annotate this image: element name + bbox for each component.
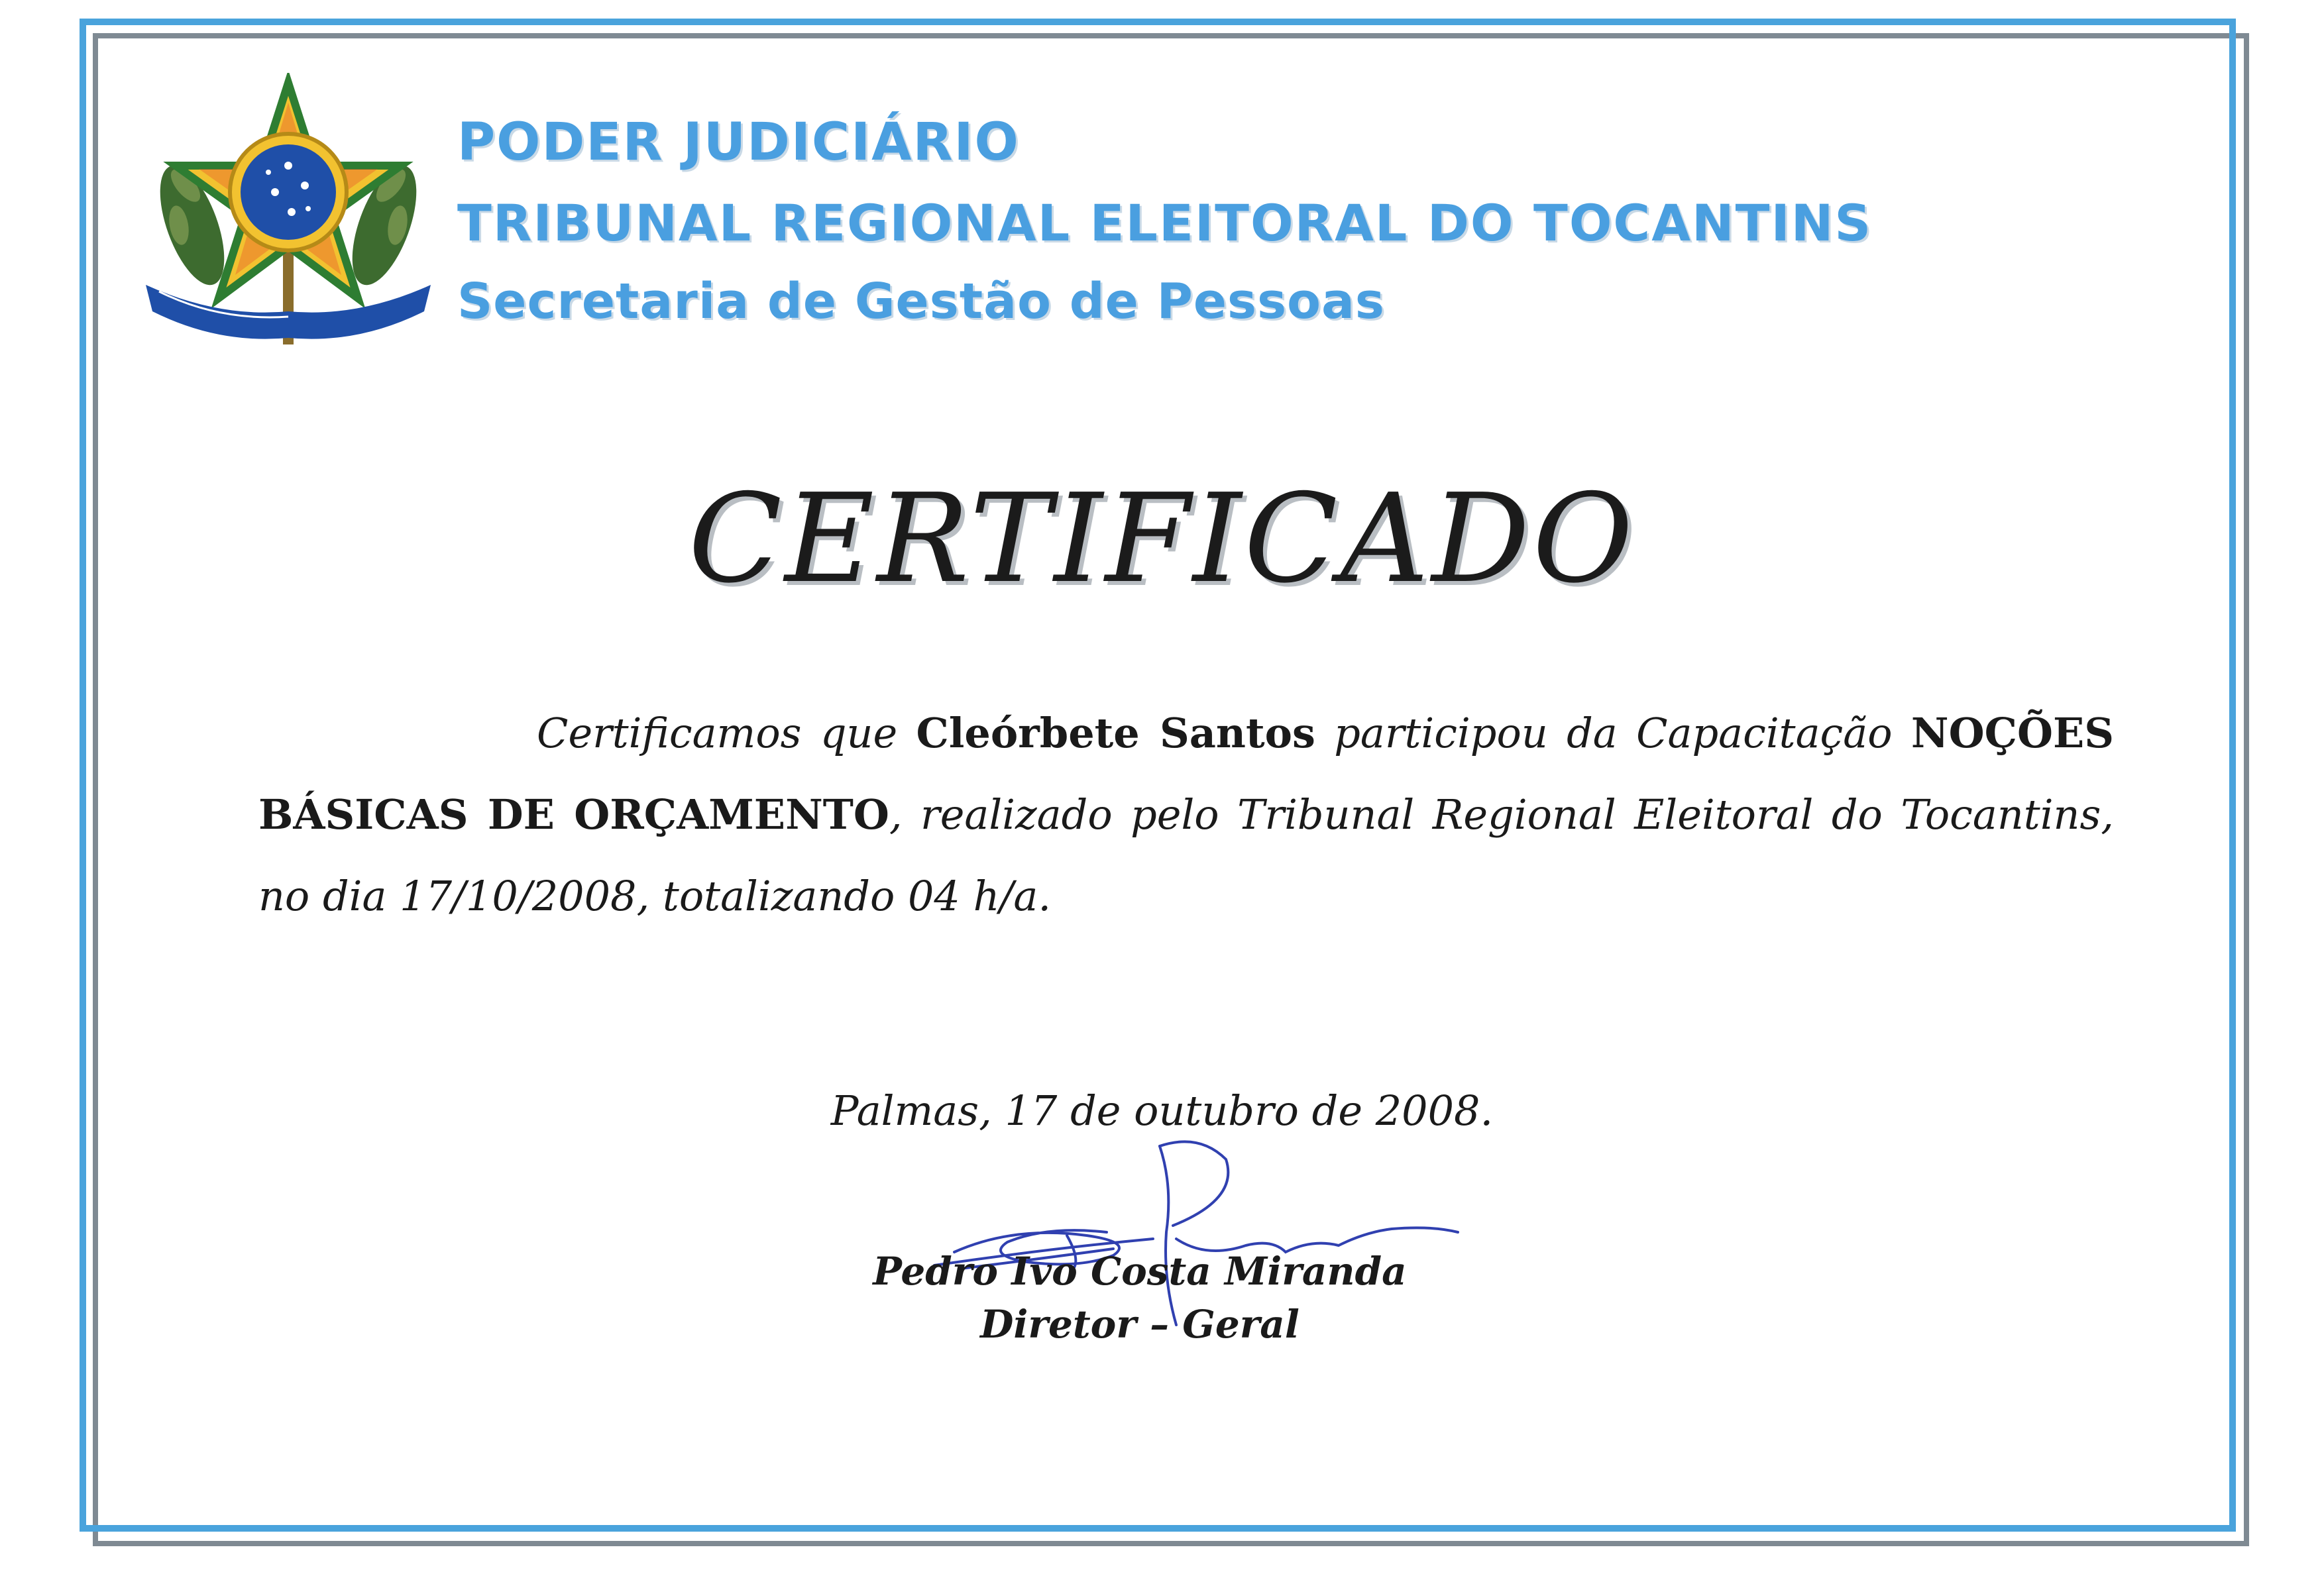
- place-and-date: Palmas, 17 de outubro de 2008.: [830, 1086, 1494, 1135]
- header-line-3: Secretaria de Gestão de Pessoas: [457, 273, 1385, 330]
- header-line-1: PODER JUDICIÁRIO: [457, 113, 1020, 172]
- body-text-part-1: Certificamos que: [537, 709, 916, 757]
- signer-role: Diretor – Geral: [980, 1302, 1300, 1347]
- certificate-body: [258, 692, 2114, 937]
- body-text-part-3: , realizado pelo Tribunal Regional Eleitoral do Tocantins, no dia 17/10/2008, totalizando 04 h/a.: [258, 790, 2114, 920]
- signer-name: Pedro Ivo Costa Miranda: [873, 1249, 1407, 1294]
- participant-name: Cleórbete Santos: [916, 709, 1315, 757]
- body-text-part-2: participou da Capacitação: [1315, 709, 1911, 757]
- brazil-coat-of-arms-icon: [139, 73, 437, 358]
- course-name: NOÇÕES BÁSICAS DE ORÇAMENTO: [258, 709, 2114, 839]
- certificate-title: CERTIFICADO: [688, 467, 1636, 610]
- header-line-2: TRIBUNAL REGIONAL ELEITORAL DO TOCANTINS: [457, 193, 1873, 252]
